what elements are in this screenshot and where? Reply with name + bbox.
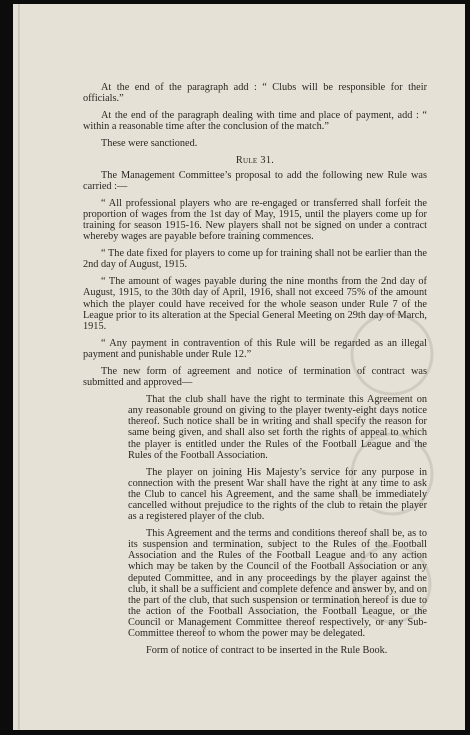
document-body (83, 82, 427, 662)
rule-paragraph-5: “ Any payment in contravention of this Rule will be regarded as an illegal payment and punishable under Rule 12.” (83, 337, 427, 360)
agreement-block (128, 394, 427, 656)
document-page (13, 4, 465, 730)
paragraph-top-3: These were sanctioned. (101, 138, 198, 150)
rule-paragraph-4: “ The amount of wages payable during the nine months from the 2nd day of August, 1915, to the 30th day of April, 1916, shall not exceed 75% of the amount which the player could have received for the whole season under Rule 7 of the League prior to its alteration at the Special General Meeting on 29th day of March, 1915. (83, 276, 427, 332)
rule-paragraph-2: “ All professional players who are re-engaged or transferred shall forfeit the proportion of wages from the 1st day of May, 1915, until the players come up for training for season 1915-16. New players shall not be signed on under a contract whereby wages are payable before training commences. (83, 197, 427, 243)
paragraph-top-2: At the end of the paragraph dealing with time and place of payment, add : “ within a reasonable time after the conclusion of the match.” (83, 110, 427, 133)
agreement-paragraph-2: The player on joining His Majesty’s service for any purpose in connection with the present War shall have the right at any time to ask the Club to cancel his Agreement, and the same shall be immediately cancelled without prejudice to the rights of the club to retain the player as a registered player of the club. (128, 466, 427, 523)
agreement-paragraph-3: This Agreement and the terms and conditions thereof shall be, as to its suspension and termination, subject to the Rules of the Football Association and the Rules of the Football League and to any action which may be taken by the Council of the Football Association or any deputed Committee, and in any proceedings by the player against the club, it shall be a sufficient and complete defence and answer by, and on the part of the club, that such suspension or termination hereof is due to the action of the Football Association, the Football League, or the Council or Management Committee thereof respectively, or any Sub-Committee thereof to whom the power may be delegated. (128, 528, 427, 640)
rule-paragraph-6: The new form of agreement and notice of termination of contract was submitted and approved— (83, 365, 427, 389)
paragraph-top-1: At the end of the paragraph add : “ Clubs will be responsible for their officials.” (83, 82, 427, 105)
agreement-paragraph-1: That the club shall have the right to terminate this Agreement on any reasonable ground on giving to the player twenty-eight days notice thereof. Such notice shall be in writing and shall specify the reason for same being given, and shall also set forth the rights of appeal to which the player is entitled under the Rules of the Football League and the Rules of the Football Association. (128, 394, 427, 461)
rule-heading: Rule 31. (235, 155, 275, 167)
agreement-paragraph-4: Form of notice of contract to be inserted in the Rule Book. (146, 645, 388, 657)
rule-paragraph-3: “ The date fixed for players to come up for training shall not be earlier than the 2nd day of August, 1915. (83, 248, 427, 271)
rule-paragraph-1: The Management Committee’s proposal to add the following new Rule was carried :— (83, 169, 427, 192)
page-fold-shadow (18, 4, 20, 730)
